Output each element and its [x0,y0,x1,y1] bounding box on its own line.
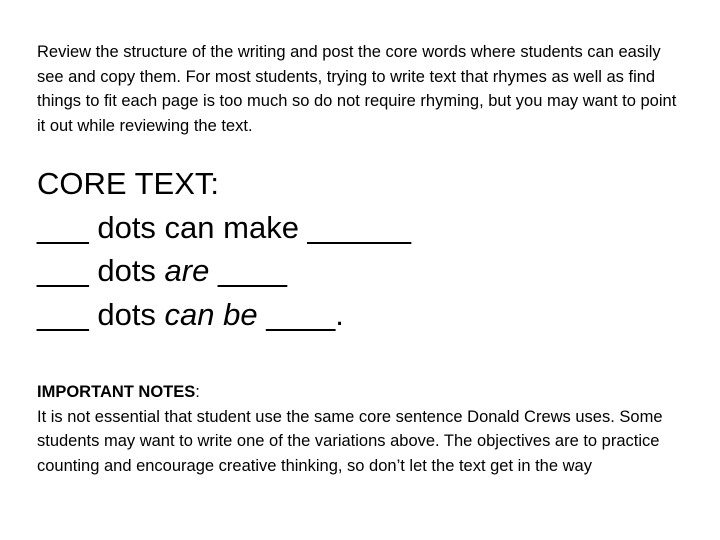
core-text-block [37,162,677,336]
core-line-2-end: ____ [209,253,287,288]
core-text-title: CORE TEXT: [37,166,220,201]
notes-heading-line [37,380,697,405]
intro-paragraph: Review the structure of the writing and post the core words where students can easily see and copy them. For most students, trying to write text that rhymes as well as find things to fit each page is too much so do not require rhyming, but you may want to point it out while reviewing the text. [37,43,677,135]
core-line-2-italic: are [164,253,210,288]
core-line-2 [37,249,677,293]
core-line-3-italic: can be [164,296,258,332]
core-line-3 [37,293,677,337]
notes-heading-colon: : [195,383,200,401]
core-line-3-start: ___ dots [37,296,165,332]
core-line-1: ___ dots can make ______ [37,209,411,245]
notes-text: It is not essential that student use the same core sentence Donald Crews uses. Some students may want to write one of the variations above. The objectives are to practice counting and encourage creative thinking, so don’t let the text get in the way [37,407,663,475]
core-line-3-end: ____. [257,296,344,332]
important-notes [37,380,697,478]
notes-heading: IMPORTANT NOTES [37,383,196,401]
core-line-2-start: ___ dots [37,253,165,288]
